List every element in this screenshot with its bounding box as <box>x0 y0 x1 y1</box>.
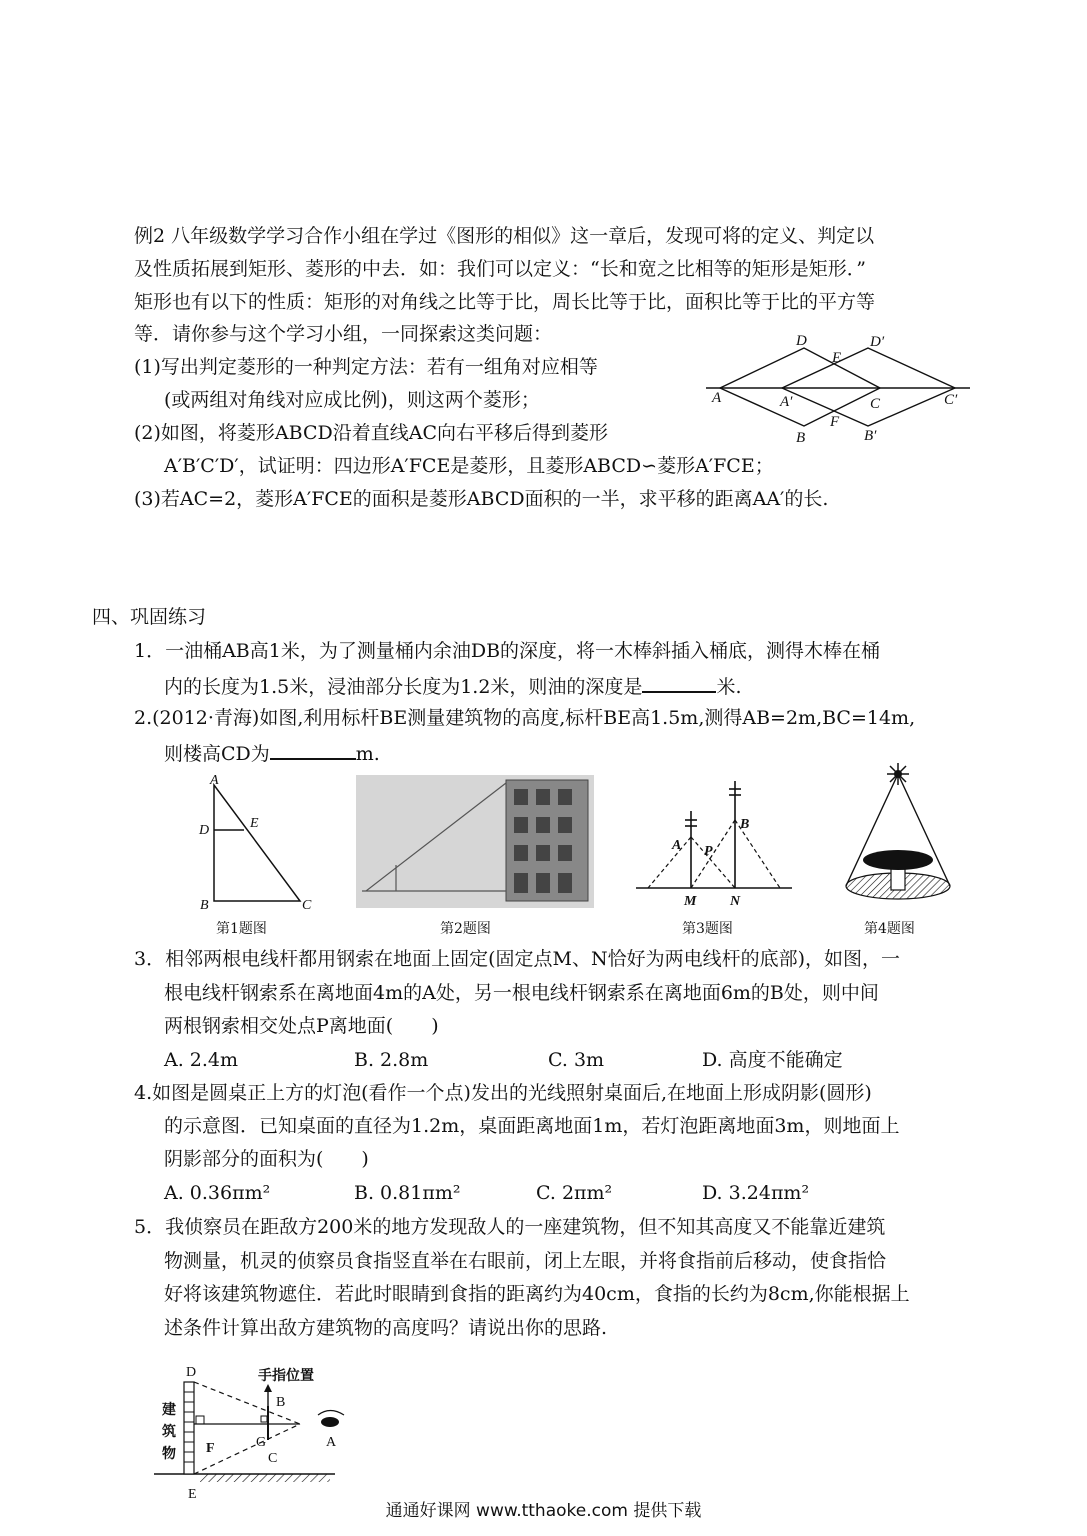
q1-answer-blank[interactable] <box>642 673 716 693</box>
fig5-label-E: E <box>188 1487 197 1502</box>
label-B: B <box>796 430 806 445</box>
label-A-prime: A′ <box>780 394 793 410</box>
q5-line1: 5．我侦察员在距敌方200米的地方发现敌人的一座建筑物，但不知其高度又不能靠近建筑 <box>134 1216 886 1238</box>
q5-line3: 好将该建筑物遮住．若此时眼睛到食指的距离约为40cm，食指的长约为8cm,你能根据上 <box>164 1283 910 1305</box>
fig1-label-D: D <box>199 823 210 838</box>
q2-line1: 2.(2012·青海)如图,利用标杆BE测量建筑物的高度,标杆BE高1.5m,测得AB=2m,BC=14m, <box>134 707 916 729</box>
q4-line3: 阴影部分的面积为( ) <box>164 1148 369 1170</box>
q4-option-d: D. 3.24πm² <box>702 1182 810 1204</box>
fig5-label-G: G <box>256 1435 267 1450</box>
page-footer: 通通好课网 www.tthaoke.com 提供下载 <box>385 1501 702 1521</box>
figure-2-building <box>356 775 594 908</box>
fig5-char-jian: 建 <box>162 1403 176 1418</box>
example2-line1: 例2 八年级数学学习合作小组在学过《图形的相似》这一章后，发现可将的定义、判定以 <box>134 225 875 247</box>
caption-figure-3: 第3题图 <box>682 921 733 937</box>
q2-answer-blank[interactable] <box>270 740 356 760</box>
q4-line2: 的示意图．已知桌面的直径为1.2m，桌面距离地面1m，若灯泡距离地面3m，则地面上 <box>164 1115 900 1137</box>
fig3-label-M: M <box>684 894 697 909</box>
label-B-prime: B′ <box>864 428 877 444</box>
fig5-label-B: B <box>276 1395 286 1410</box>
fig5-title: 手指位置 <box>258 1369 314 1384</box>
fig3-label-P: P <box>704 844 713 859</box>
q3-option-c: C. 3m <box>548 1049 605 1071</box>
label-C-prime: C′ <box>944 392 958 408</box>
q4-option-c: C. 2πm² <box>536 1182 613 1204</box>
fig3-label-A: A <box>672 838 682 853</box>
q1-line1: 1．一油桶AB高1米，为了测量桶内余油DB的深度，将一木棒斜插入桶底，测得木棒在桶 <box>134 640 881 662</box>
fig5-label-A: A <box>326 1435 337 1450</box>
fig1-label-A: A <box>210 775 219 788</box>
q1-line2 <box>164 673 741 699</box>
example2-line4: 等．请你参与这个学习小组，一同探索这类问题： <box>134 323 553 345</box>
rhombus-translation-figure <box>700 330 975 445</box>
q3-option-a: A. 2.4m <box>164 1049 239 1071</box>
label-C: C <box>870 396 881 412</box>
q4-option-b: B. 0.81πm² <box>354 1182 461 1204</box>
example2-line2: 及性质拓展到矩形、菱形的中去．如：我们可以定义：“长和宽之比相等的矩形是矩形．” <box>134 258 866 280</box>
example2-part2a: (2)如图，将菱形ABCD沿着直线AC向右平移后得到菱形 <box>134 422 608 444</box>
figure-1-triangle <box>196 775 326 911</box>
caption-figure-2: 第2题图 <box>440 921 491 937</box>
q1-unit: 米. <box>716 676 742 698</box>
q2-text: 则楼高CD为 <box>164 743 270 765</box>
figure-3-poles <box>632 775 797 911</box>
figure-4-lamp-table <box>838 762 958 912</box>
caption-figure-1: 第1题图 <box>216 921 267 937</box>
fig1-label-C: C <box>302 898 312 911</box>
fig5-label-D: D <box>186 1365 197 1380</box>
fig3-label-N: N <box>730 894 741 909</box>
q4-line1: 4.如图是圆桌正上方的灯泡(看作一个点)发出的光线照射桌面后,在地面上形成阴影(圆形) <box>134 1082 872 1104</box>
q3-option-b: B. 2.8m <box>354 1049 429 1071</box>
label-A: A <box>712 390 722 406</box>
fig1-label-B: B <box>200 898 209 911</box>
fig5-char-wu: 物 <box>162 1447 176 1462</box>
example2-line3: 矩形也有以下的性质：矩形的对角线之比等于比，周长比等于比，面积比等于比的平方等 <box>134 291 876 313</box>
q2-line2 <box>164 740 380 766</box>
q4-option-a: A. 0.36πm² <box>164 1182 271 1204</box>
label-F: F <box>830 414 840 430</box>
example2-part2b: A′B′C′D′，试证明：四边形A′FCE是菱形，且菱形ABCD∽菱形A′FCE； <box>164 455 774 477</box>
label-D-prime: D′ <box>870 334 885 350</box>
label-D: D <box>796 333 807 349</box>
caption-figure-4: 第4题图 <box>864 921 915 937</box>
example2-part3: (3)若AC=2，菱形A′FCE的面积是菱形ABCD面积的一半，求平移的距离AA′的长. <box>134 488 829 510</box>
figure-5-finger-sighting <box>150 1362 400 1502</box>
fig5-char-zhu: 筑 <box>162 1425 176 1440</box>
example2-part1a: (1)写出判定菱形的一种判定方法：若有一组角对应相等 <box>134 356 598 378</box>
q3-line3: 两根钢索相交处点P离地面( ) <box>164 1015 439 1037</box>
fig5-label-C: C <box>268 1451 278 1466</box>
q5-line2: 物测量，机灵的侦察员食指竖直举在右眼前，闭上左眼，并将食指前后移动，使食指恰 <box>164 1250 887 1272</box>
q2-unit: m. <box>355 743 380 765</box>
q5-line4: 述条件计算出敌方建筑物的高度吗？请说出你的思路. <box>164 1317 608 1339</box>
q3-option-d: D. 高度不能确定 <box>702 1049 843 1071</box>
q3-line1: 3．相邻两根电线杆都用钢索在地面上固定(固定点M、N恰好为两电线杆的底部)，如图，一 <box>134 948 900 970</box>
section4-heading: 四、巩固练习 <box>92 606 207 628</box>
label-E: E <box>832 350 842 366</box>
q1-text: 内的长度为1.5米，浸油部分长度为1.2米，则油的深度是 <box>164 676 643 698</box>
fig5-label-F: F <box>206 1441 215 1456</box>
example2-part1b: (或两组对角线对应成比例)，则这两个菱形； <box>164 389 540 411</box>
fig3-label-B: B <box>740 817 750 832</box>
fig1-label-E: E <box>250 816 259 831</box>
q3-line2: 根电线杆钢索系在离地面4m的A处，另一根电线杆钢索系在离地面6m的B处，则中间 <box>164 982 879 1004</box>
